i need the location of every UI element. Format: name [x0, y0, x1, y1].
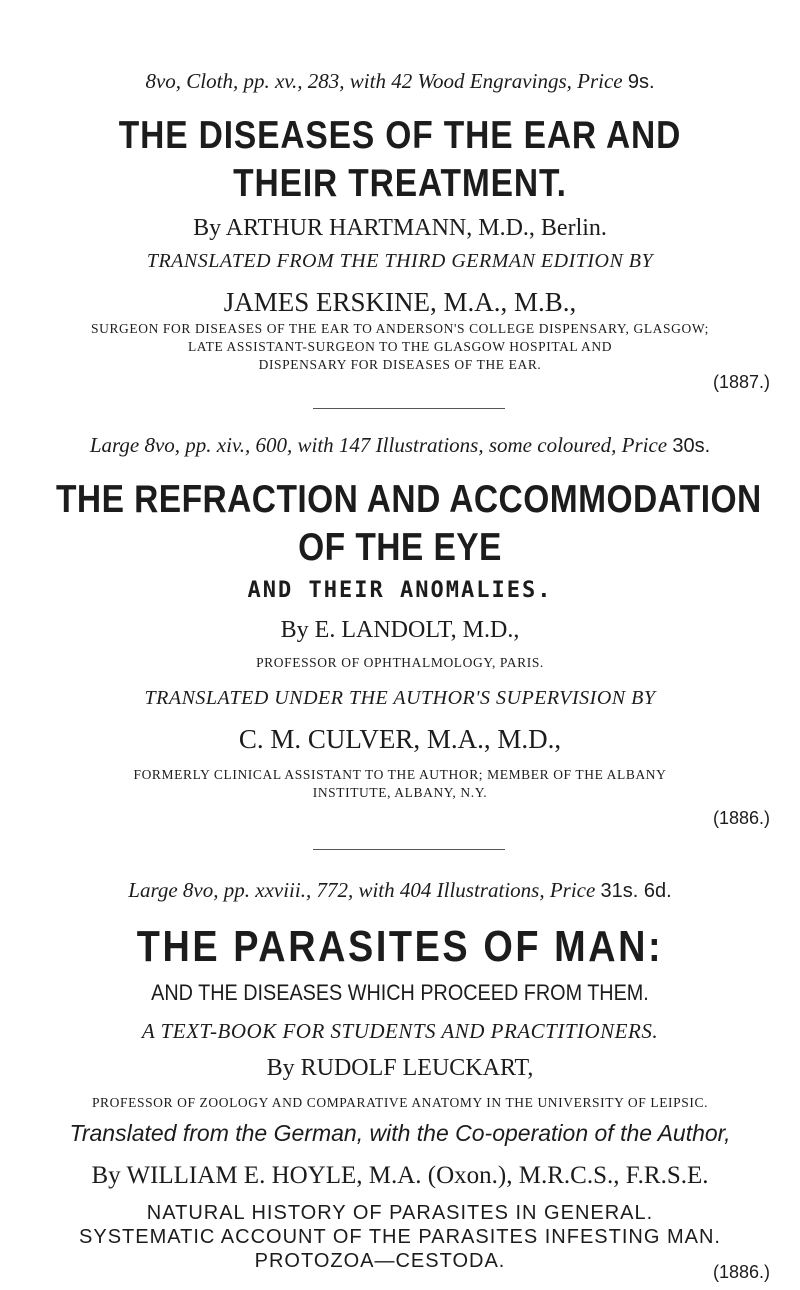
book1-spec-text: 8vo, Cloth, pp. xv., 283, with 42 Wood Engravings, Price — [145, 69, 628, 93]
book3-author — [0, 1052, 800, 1084]
book2-credentials-2: INSTITUTE, ALBANY, N.Y. — [312, 785, 488, 800]
book1-author-place: Berlin. — [540, 215, 607, 241]
book1-translated: TRANSLATED FROM THE THIRD GERMAN EDITION BY — [146, 250, 654, 272]
book1-translator: JAMES ERSKINE, M.A., M.B., — [223, 287, 577, 317]
book1-credentials-2: LATE ASSISTANT-SURGEON TO THE GLASGOW HOSPITAL AND — [187, 339, 613, 354]
book2-author-name: E. LANDOLT, M.D., — [314, 617, 520, 643]
book3-price: 31s. 6d. — [600, 880, 672, 902]
book2-price: 30s. — [672, 435, 711, 457]
divider-2 — [313, 849, 505, 850]
book3-textbook: A TEXT-BOOK FOR STUDENTS AND PRACTITIONERS. — [141, 1019, 659, 1043]
book3-title: THE PARASITES OF MAN: — [136, 922, 664, 971]
book3-subtitle: AND THE DISEASES WHICH PROCEED FROM THEM. — [151, 980, 649, 1005]
book2-spec-line — [0, 432, 800, 459]
book3-author-name: RUDOLF LEUCKART, — [300, 1055, 534, 1081]
book1-credentials-3: DISPENSARY FOR DISEASES OF THE EAR. — [258, 357, 542, 372]
book1-author-name: ARTHUR HARTMANN, M.D., — [225, 215, 535, 241]
book2-title-line1: THE REFRACTION AND ACCOMMODATION — [56, 478, 762, 521]
book2-title-line2-wrap — [0, 524, 800, 572]
book3-spec-text: Large 8vo, pp. xxviii., 772, with 404 Illustrations, Price — [128, 878, 601, 902]
book1-credentials-1: SURGEON FOR DISEASES OF THE EAR TO ANDERSON'S COLLEGE DISPENSARY, GLASGOW; — [90, 321, 710, 336]
book2-title-line2: OF THE EYE — [298, 526, 502, 569]
book2-author — [0, 614, 800, 646]
book1-title-line1-wrap — [0, 112, 800, 160]
book3-spec-line — [0, 877, 800, 904]
book2-subtitle: AND THEIR ANOMALIES. — [247, 578, 553, 603]
book3-author-by: By — [266, 1055, 295, 1081]
book1-title-line2: THEIR TREATMENT. — [233, 162, 567, 205]
book3-title-wrap — [0, 920, 800, 974]
book1-author-by: By — [193, 215, 222, 241]
book2-author-by: By — [280, 617, 309, 643]
book2-author-role: PROFESSOR OF OPHTHALMOLOGY, PARIS. — [256, 655, 544, 670]
book2-translated: TRANSLATED UNDER THE AUTHOR'S SUPERVISION BY — [144, 687, 656, 709]
book3-content-2: SYSTEMATIC ACCOUNT OF THE PARASITES INFESTING MAN. — [79, 1226, 721, 1248]
book2-translator: C. M. CULVER, M.A., M.D., — [238, 724, 562, 754]
book1-author — [0, 212, 800, 244]
book2-credentials-1: FORMERLY CLINICAL ASSISTANT TO THE AUTHOR; MEMBER OF THE ALBANY — [133, 767, 667, 782]
book3-content-1: NATURAL HISTORY OF PARASITES IN GENERAL. — [146, 1202, 654, 1224]
book3-translated: Translated from the German, with the Co-operation of the Author, — [69, 1120, 731, 1146]
book3-content-3: PROTOZOA—CESTODA. — [254, 1250, 506, 1272]
book3-translator: By WILLIAM E. HOYLE, M.A. (Oxon.), M.R.C.S., F.R.S.E. — [91, 1162, 709, 1189]
book3-author-role: PROFESSOR OF ZOOLOGY AND COMPARATIVE ANATOMY IN THE UNIVERSITY OF LEIPSIC. — [91, 1095, 709, 1110]
divider-1 — [313, 408, 505, 409]
book2-spec-text: Large 8vo, pp. xiv., 600, with 147 Illustrations, some coloured, Price — [89, 433, 673, 457]
book1-title-line1: THE DISEASES OF THE EAR AND — [118, 114, 682, 157]
book1-title-line2-wrap — [0, 160, 800, 208]
book2-year: (1886.) — [712, 808, 770, 828]
book2-title-line1-wrap — [0, 476, 800, 524]
book1-year: (1887.) — [712, 372, 770, 392]
book1-spec-line — [0, 68, 800, 95]
book1-price: 9s. — [627, 71, 655, 93]
book3-year: (1886.) — [712, 1262, 770, 1282]
